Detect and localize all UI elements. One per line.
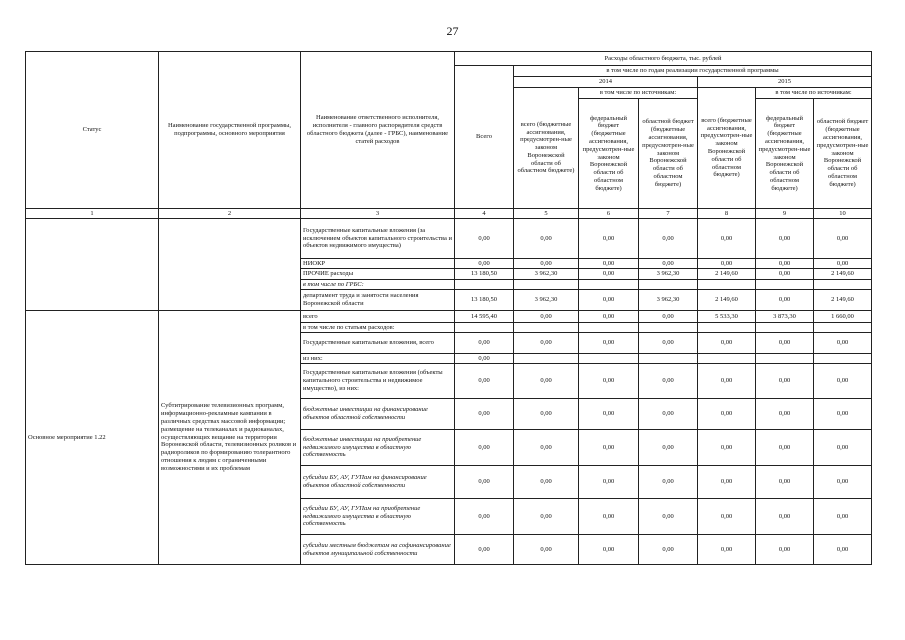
- col-number: 9: [756, 209, 814, 219]
- header-2015-total: всего (бюджетные ассигнования, предусмотрен-ные законом Воронежской области об областном бюджете): [698, 88, 756, 209]
- header-year-2014: 2014: [514, 77, 698, 88]
- value-cell: 0,00: [579, 364, 639, 399]
- value-cell: 0,00: [756, 290, 814, 311]
- row-label: департамент труда и занятости населения Воронежской области: [301, 290, 455, 311]
- value-cell: 3 962,30: [639, 290, 698, 311]
- header-2015-sources: в том числе по источникам:: [756, 88, 872, 99]
- value-cell-empty: [756, 280, 814, 290]
- budget-table: [25, 51, 872, 565]
- value-cell-empty: [579, 354, 639, 364]
- col-number: 8: [698, 209, 756, 219]
- value-cell-empty: [639, 354, 698, 364]
- value-cell: 0,00: [756, 466, 814, 499]
- value-cell: 0,00: [514, 430, 579, 466]
- value-cell-empty: [814, 280, 872, 290]
- value-cell: 0,00: [579, 430, 639, 466]
- value-cell: 0,00: [455, 333, 514, 354]
- header-year-2015: 2015: [698, 77, 872, 88]
- value-cell: 0,00: [579, 333, 639, 354]
- value-cell-empty: [814, 323, 872, 333]
- value-cell: 0,00: [579, 219, 639, 259]
- col-number: 6: [579, 209, 639, 219]
- col-number: 1: [26, 209, 159, 219]
- status-cell-empty: [26, 219, 159, 311]
- header-status: Статус: [26, 52, 159, 209]
- value-cell: 0,00: [698, 399, 756, 430]
- value-cell: 0,00: [639, 535, 698, 565]
- value-cell: 0,00: [698, 219, 756, 259]
- value-cell-empty: [814, 354, 872, 364]
- header-2014-total: всего (бюджетные ассигнования, предусмотрен-ные законом Воронежской области об областном бюджете): [514, 88, 579, 209]
- value-cell: 0,00: [455, 430, 514, 466]
- col-number: 2: [159, 209, 301, 219]
- value-cell: 0,00: [639, 333, 698, 354]
- value-cell: 0,00: [639, 430, 698, 466]
- header-program-name: Наименование государственной программы, подпрограммы, основного мероприятия: [159, 52, 301, 209]
- value-cell: 0,00: [814, 364, 872, 399]
- value-cell: 0,00: [514, 466, 579, 499]
- row-label: субсидии местным бюджетам на софинансирование объектов муниципальной собственности: [301, 535, 455, 565]
- value-cell: 2 149,60: [814, 269, 872, 280]
- row-label: ПРОЧИЕ расходы: [301, 269, 455, 280]
- col-number: 7: [639, 209, 698, 219]
- page-number: 27: [446, 24, 459, 38]
- value-cell: 0,00: [455, 466, 514, 499]
- value-cell: 0,00: [698, 259, 756, 269]
- value-cell: 0,00: [455, 364, 514, 399]
- value-cell: 13 180,50: [455, 290, 514, 311]
- value-cell: 2 149,60: [698, 269, 756, 280]
- value-cell-empty: [579, 323, 639, 333]
- value-cell-empty: [639, 280, 698, 290]
- value-cell: 0,00: [514, 219, 579, 259]
- value-cell: 0,00: [455, 399, 514, 430]
- value-cell: 0,00: [814, 430, 872, 466]
- row-label: в том числе по ГРБС:: [301, 280, 455, 290]
- header-2015-regional: областной бюджет (бюджетные ассигнования, предусмотрен-ные законом Воронежской области об областном бюджете): [814, 99, 872, 209]
- value-cell: 0,00: [698, 333, 756, 354]
- value-cell: 1 660,00: [814, 311, 872, 323]
- value-cell: 0,00: [756, 430, 814, 466]
- value-cell: 3 962,30: [639, 269, 698, 280]
- row-label: субсидии БУ, АУ, ГУПам на приобретение недвижимого имущества в областную собственность: [301, 499, 455, 535]
- value-cell: 0,00: [639, 466, 698, 499]
- value-cell: 14 595,40: [455, 311, 514, 323]
- status-measure: Основное мероприятие 1.22: [26, 311, 159, 565]
- value-cell-empty: [455, 323, 514, 333]
- value-cell: 0,00: [579, 499, 639, 535]
- header-executor: Наименование ответственного исполнителя, исполнителя - главного распорядителя средств областного бюджета (далее - ГРБС), наименование статей расходов: [301, 52, 455, 209]
- value-cell: 0,00: [698, 499, 756, 535]
- row-label: всего: [301, 311, 455, 323]
- value-cell: 0,00: [756, 499, 814, 535]
- value-cell: 0,00: [514, 499, 579, 535]
- value-cell: 0,00: [639, 259, 698, 269]
- value-cell: 3 873,30: [756, 311, 814, 323]
- value-cell: 0,00: [756, 259, 814, 269]
- value-cell: 0,00: [698, 466, 756, 499]
- row-label: в том числе по статьям расходов:: [301, 323, 455, 333]
- program-cell-empty: [159, 219, 301, 311]
- value-cell-empty: [698, 354, 756, 364]
- header-2014-federal: федеральный бюджет (бюджетные ассигнования, предусмотрен-ные законом Воронежской области об областном бюджете): [579, 99, 639, 209]
- row-label: субсидии БУ, АУ, ГУПам на финансирование объектов областной собственности: [301, 466, 455, 499]
- row-label: Государственные капитальные вложения (объекты капитального строительства и недвижимое имущество), из них:: [301, 364, 455, 399]
- value-cell: 0,00: [455, 354, 514, 364]
- value-cell: 0,00: [698, 364, 756, 399]
- row-label: Государственные капитальные вложения (за исключением объектов капитального строительства и объектов недвижимого имущества): [301, 219, 455, 259]
- value-cell: 0,00: [579, 269, 639, 280]
- header-2014-regional: областной бюджет (бюджетные ассигнования, предусмотрен-ные законом Воронежской области об областном бюджете): [639, 99, 698, 209]
- value-cell: 2 149,60: [698, 290, 756, 311]
- value-cell: 0,00: [579, 535, 639, 565]
- value-cell-empty: [639, 323, 698, 333]
- value-cell: 0,00: [756, 333, 814, 354]
- value-cell: 0,00: [698, 430, 756, 466]
- value-cell: 0,00: [579, 290, 639, 311]
- value-cell-empty: [756, 323, 814, 333]
- header-2015-federal: федеральный бюджет (бюджетные ассигнования, предусмотрен-ные законом Воронежской области об областном бюджете): [756, 99, 814, 209]
- header-total: Всего: [455, 66, 514, 209]
- header-expenses: Расходы областного бюджета, тыс. рублей: [455, 52, 872, 66]
- value-cell-empty: [514, 280, 579, 290]
- value-cell: 0,00: [698, 535, 756, 565]
- value-cell-empty: [455, 280, 514, 290]
- value-cell: 0,00: [514, 364, 579, 399]
- value-cell: 0,00: [455, 219, 514, 259]
- value-cell: 0,00: [639, 311, 698, 323]
- value-cell: 2 149,60: [814, 290, 872, 311]
- value-cell: 0,00: [639, 219, 698, 259]
- value-cell-empty: [756, 354, 814, 364]
- value-cell: 0,00: [579, 259, 639, 269]
- value-cell: 13 180,50: [455, 269, 514, 280]
- value-cell: 0,00: [514, 535, 579, 565]
- col-number: 3: [301, 209, 455, 219]
- value-cell: 0,00: [514, 259, 579, 269]
- value-cell-empty: [698, 323, 756, 333]
- value-cell: 0,00: [455, 259, 514, 269]
- value-cell: 0,00: [639, 399, 698, 430]
- row-label: Государственные капитальные вложения, всего: [301, 333, 455, 354]
- row-label: НИОКР: [301, 259, 455, 269]
- row-label: бюджетные инвестиции на финансирование объектов областной собственности: [301, 399, 455, 430]
- value-cell: 0,00: [579, 399, 639, 430]
- value-cell: 0,00: [639, 499, 698, 535]
- program-name-measure: Субтитрирование телевизионных программ, информационно-рекламные кампании в различных средствах массовой информации; размещение на телеканалах и радиоканалах, осуществляющих вещание на территории Воронежской области, телевизионных роликов и радиороликов по формированию толерантного отношения к людям с ограниченными возможностями и их проблемам: [159, 311, 301, 565]
- value-cell: 0,00: [514, 333, 579, 354]
- row-label: бюджетные инвестиции на приобретение недвижимого имущества в областную собственность: [301, 430, 455, 466]
- value-cell: 0,00: [814, 259, 872, 269]
- value-cell: 0,00: [814, 535, 872, 565]
- value-cell: 0,00: [455, 499, 514, 535]
- value-cell: 0,00: [814, 333, 872, 354]
- value-cell: 0,00: [756, 535, 814, 565]
- value-cell: 3 962,30: [514, 269, 579, 280]
- value-cell-empty: [514, 354, 579, 364]
- value-cell: 0,00: [756, 399, 814, 430]
- col-number: 4: [455, 209, 514, 219]
- row-label: из них:: [301, 354, 455, 364]
- col-number: 5: [514, 209, 579, 219]
- value-cell: 0,00: [814, 219, 872, 259]
- value-cell-empty: [698, 280, 756, 290]
- value-cell: 0,00: [579, 466, 639, 499]
- value-cell: 0,00: [514, 311, 579, 323]
- value-cell: 0,00: [756, 364, 814, 399]
- value-cell: 0,00: [814, 466, 872, 499]
- col-number: 10: [814, 209, 872, 219]
- header-by-years: в том числе по годам реализации государственной программы: [514, 66, 872, 77]
- value-cell: 0,00: [579, 311, 639, 323]
- value-cell: 0,00: [756, 219, 814, 259]
- value-cell: 5 533,30: [698, 311, 756, 323]
- value-cell: 0,00: [514, 399, 579, 430]
- header-2014-sources: в том числе по источникам:: [579, 88, 698, 99]
- value-cell: 3 962,30: [514, 290, 579, 311]
- value-cell-empty: [579, 280, 639, 290]
- value-cell: 0,00: [756, 269, 814, 280]
- value-cell: 0,00: [814, 399, 872, 430]
- value-cell: 0,00: [814, 499, 872, 535]
- value-cell-empty: [514, 323, 579, 333]
- value-cell: 0,00: [455, 535, 514, 565]
- value-cell: 0,00: [639, 364, 698, 399]
